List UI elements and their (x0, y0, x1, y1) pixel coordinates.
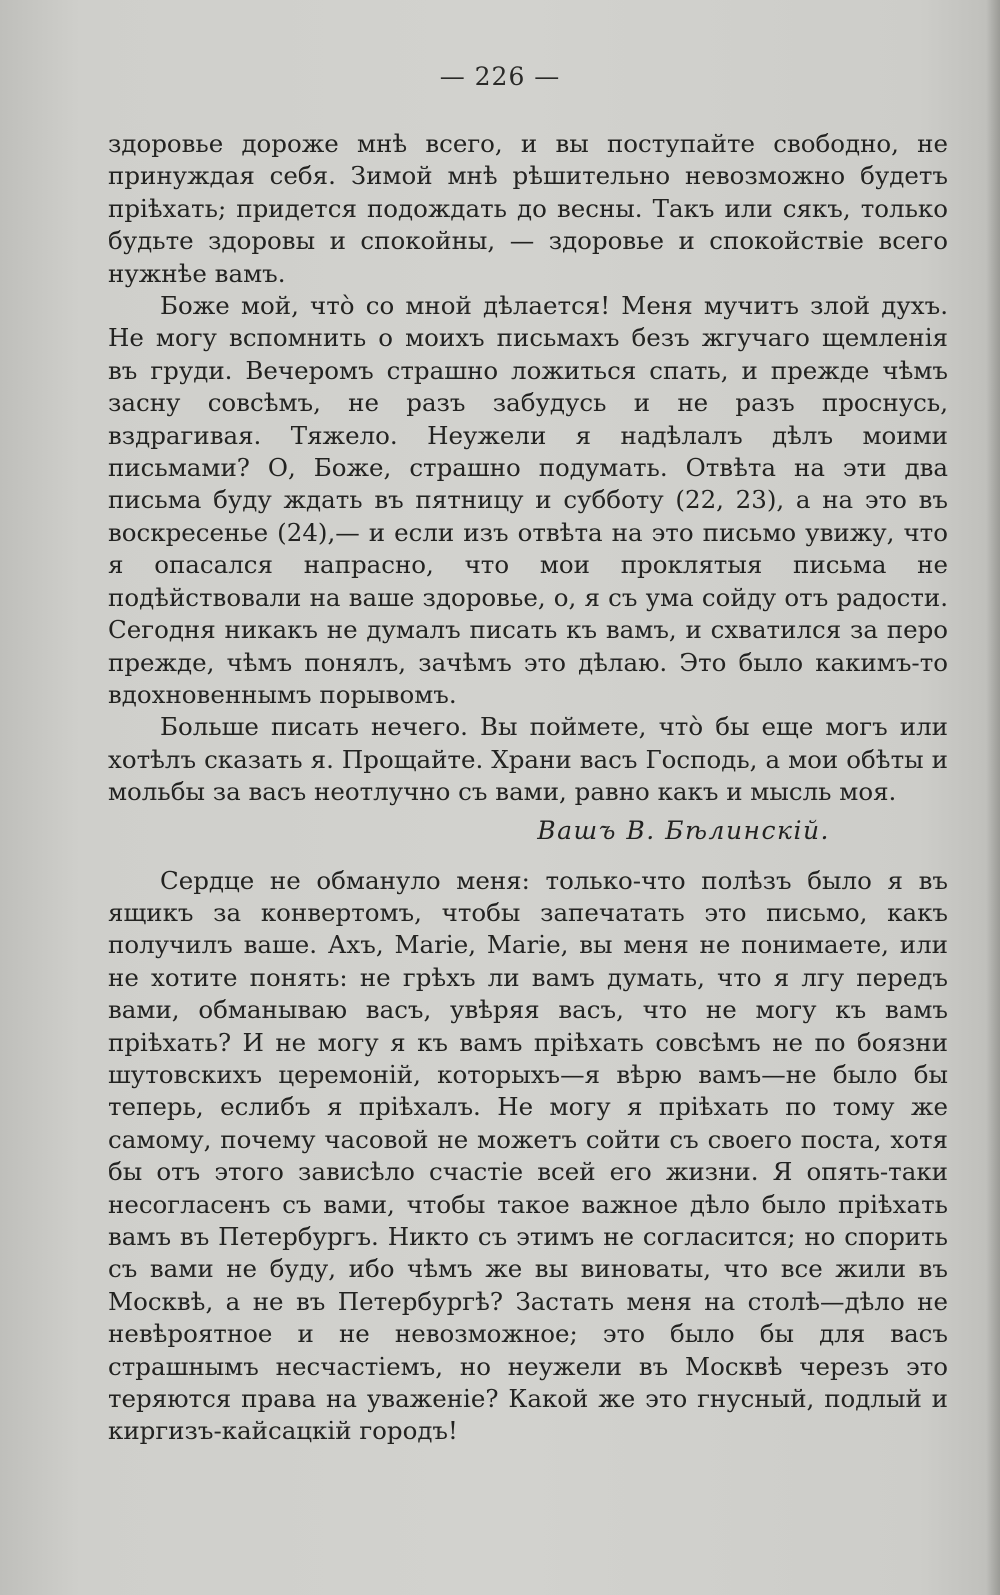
body-text (108, 128, 948, 1448)
page-edge-shadow (986, 0, 1000, 1595)
letter-signature: Вашъ В. Бѣлинскій. (537, 815, 830, 845)
paragraph-3: Больше писать нечего. Вы поймете, что̀ бы еще могъ или хотѣлъ сказать я. Прощайте. Храни васъ Господь, а мои обѣты и мольбы за васъ неотлучно съ вами, равно какъ и мысль моя. (108, 712, 948, 807)
paragraph-4: Сердце не обмануло меня: только-что полѣзъ было я въ ящикъ за конвертомъ, чтобы запечатать это письмо, какъ получилъ ваше. Ахъ, Marie, Marie, вы меня не понимаете, или не хотите понять: не грѣхъ ли вамъ думать, что я лгу передъ вами, обманываю васъ, увѣряя васъ, что не могу къ вамъ пріѣхать? И не могу я къ вамъ пріѣхать совсѣмъ не по боязни шутовскихъ церемоній, которыхъ—я вѣрю вамъ—не было бы теперь, еслибъ я пріѣхалъ. Не могу я пріѣхать по тому же самому, почему часовой не можетъ сойти съ своего поста, хотя бы отъ этого зависѣло счастіе всей его жизни. Я опять-таки несогласенъ съ вами, чтобы такое важное дѣло было пріѣхать вамъ въ Петербургъ. Никто съ этимъ не согласится; но спорить съ вами не буду, ибо чѣмъ же вы виноваты, что все жили въ Москвѣ, а не въ Петербургѣ? Застать меня на столѣ—дѣло не невѣроятное и не невозможное; это было бы для васъ страшнымъ несчастіемъ, но неужели въ Москвѣ черезъ это теряются права на уваженіе? Какой же это гнусный, подлый и киргизъ-кайсацкій городъ! (108, 865, 948, 1446)
paragraph-2: Боже мой, что̀ со мной дѣлается! Меня мучитъ злой духъ. Не могу вспомнить о моихъ письмахъ безъ жгучаго щемленія въ груди. Вечеромъ страшно ложиться спать, и прежде чѣмъ засну совсѣмъ, не разъ забудусь и не разъ проснусь, вздрагивая. Тяжело. Неужели я надѣлалъ дѣлъ моими письмами? О, Боже, страшно подумать. Отвѣта на эти два письма буду ждать въ пятницу и субботу (22, 23), а на это въ воскресенье (24),— и если изъ отвѣта на это письмо увижу, что я опасался напрасно, что мои проклятыя письма не подѣйствовали на ваше здоровье, о, я съ ума сойду отъ радости. Сегодня никакъ не думалъ писать къ вамъ, и схватился за перо прежде, чѣмъ понялъ, зачѣмъ это дѣлаю. Это было какимъ-то вдохновеннымъ порывомъ. (108, 291, 948, 709)
paragraph-1: здоровье дороже мнѣ всего, и вы поступайте свободно, не принуждая себя. Зимой мнѣ рѣшительно невозможно будетъ пріѣхать; придется подождать до весны. Такъ или сякъ, только будьте здоровы и спокойны, — здоровье и спокойствіе всего нужнѣе вамъ. (108, 129, 948, 288)
page-number: — 226 — (439, 62, 561, 91)
